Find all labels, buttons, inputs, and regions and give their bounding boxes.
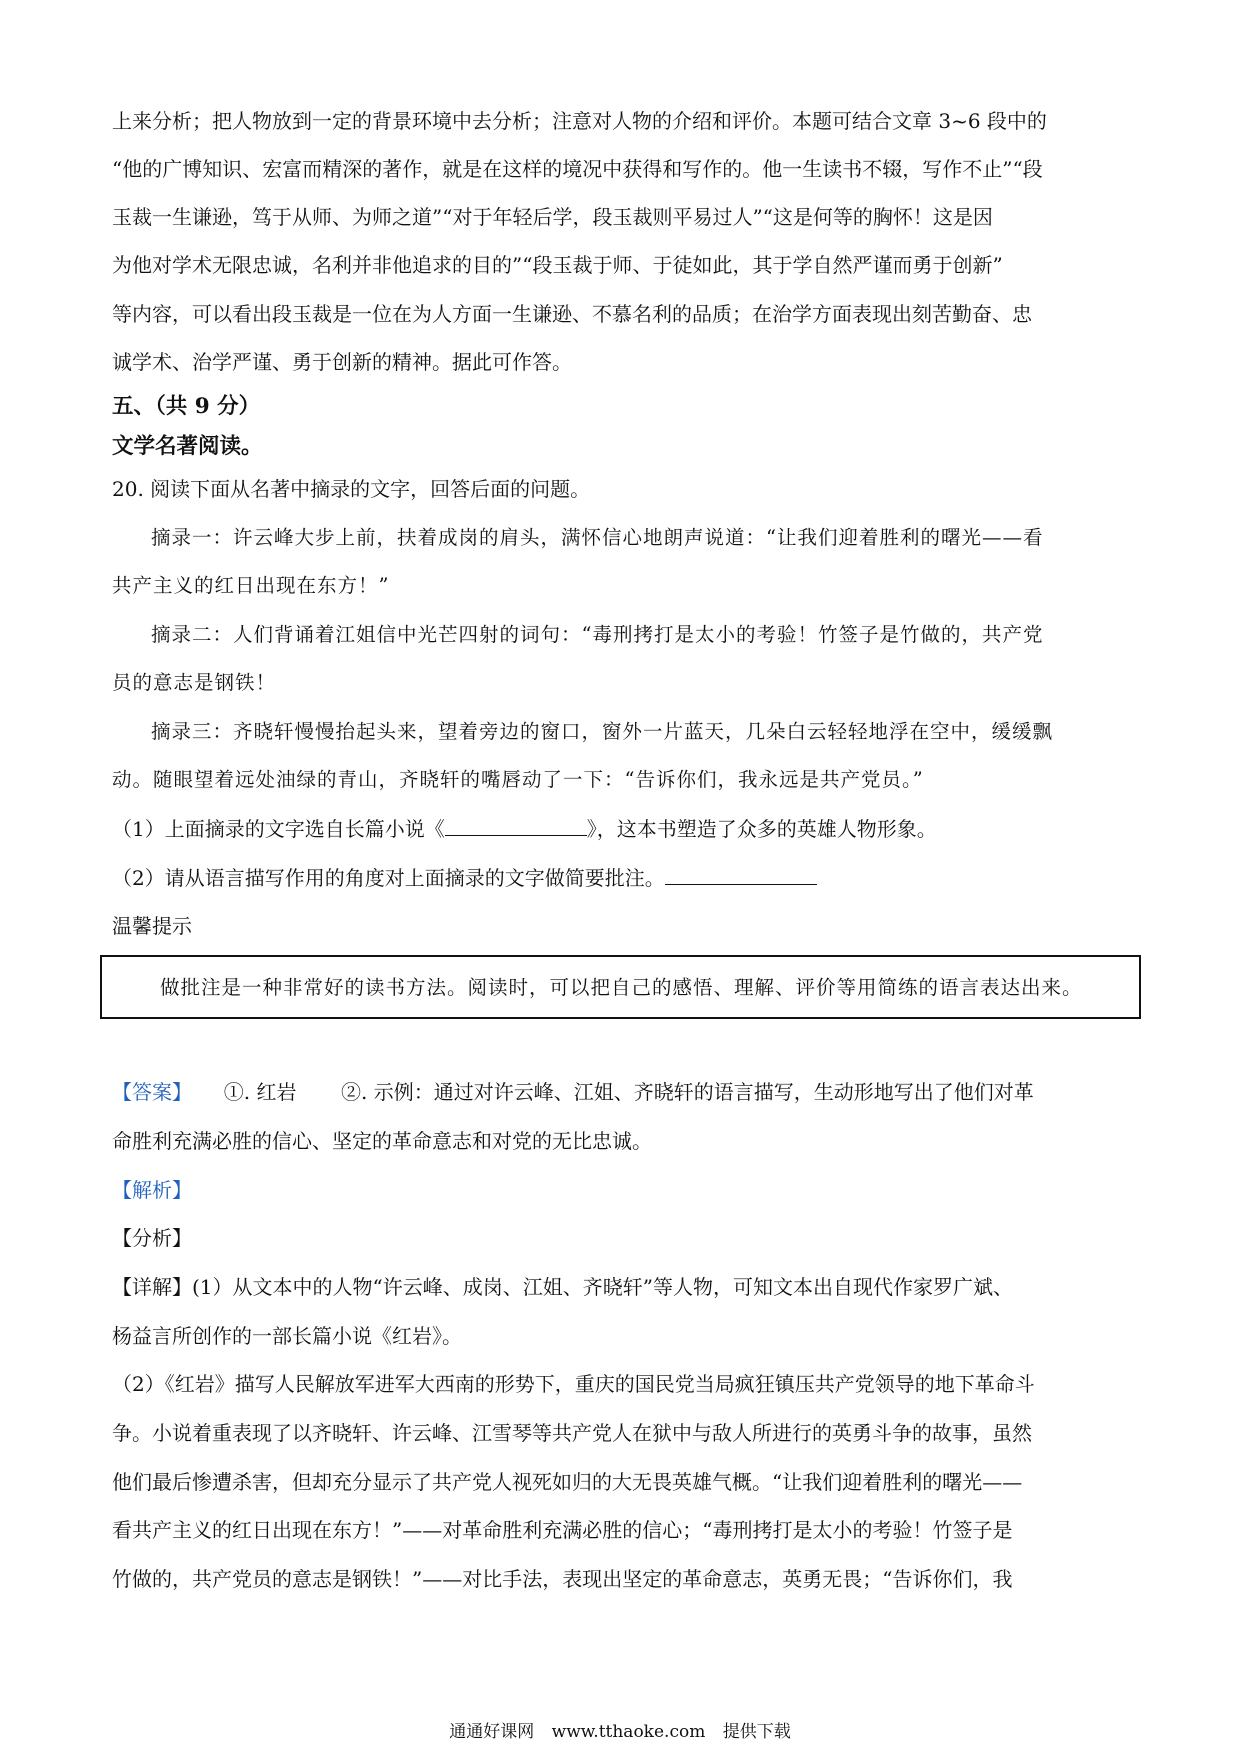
answer-2-line-2: 命胜利充满必胜的信心、坚定的革命意志和对党的无比忠诚。 [112, 1129, 652, 1153]
footer-site-name: 通通好课网 [449, 1722, 535, 1742]
detail-2-line-4: 看共产主义的红日出现在东方！”——对革命胜利充满必胜的信心；“毒刑拷打是太小的考验！竹签子是 [112, 1518, 1013, 1542]
tip-box [100, 955, 1141, 1019]
footer-site-note: 提供下载 [722, 1722, 791, 1742]
analysis-line-2: “他的广博知识、宏富而精深的著作，就是在这样的境况中获得和写作的。他一生读书不辍，写作不止”“段 [112, 157, 1043, 181]
analysis-line-5: 等内容，可以看出段玉裁是一位在为人方面一生谦逊、不慕名利的品质；在治学方面表现出刻苦勤奋、忠 [112, 302, 1032, 326]
detail-2-line-1: （2）《红岩》描写人民解放军进军大西南的形势下，重庆的国民党当局疯狂镇压共产党领导的地下革命斗 [112, 1372, 1035, 1396]
sub-question-1-prefix: （1）上面摘录的文字选自长篇小说《 [112, 817, 445, 841]
sub-question-2-text: （2）请从语言描写作用的角度对上面摘录的文字做简要批注。 [112, 866, 665, 890]
footer-site-url[interactable]: www.tthaoke.com [551, 1722, 706, 1742]
analysis-line-4: 为他对学术无限忠诚，名利并非他追求的目的”“段玉裁于师、于徒如此，其于学自然严谨而勇于创新” [112, 253, 1003, 277]
explanation-label: 【解析】 [112, 1178, 192, 1202]
excerpt-3-line-2: 动。随眼望着远处油绿的青山，齐晓轩的嘴唇动了一下：“告诉你们，我永远是共产党员。” [112, 768, 924, 791]
detail-2-line-3: 他们最后惨遭杀害，但却充分显示了共产党人视死如归的大无畏英雄气概。“让我们迎着胜利的曙光—— [112, 1470, 1023, 1494]
excerpt-1-line-1: 摘录一：许云峰大步上前，扶着成岗的肩头，满怀信心地朗声说道：“让我们迎着胜利的曙光——看 [151, 526, 1044, 549]
question-stem: 20. 阅读下面从名著中摘录的文字，回答后面的问题。 [112, 477, 591, 501]
detail-1-line-2: 杨益言所创作的一部长篇小说《红岩》。 [112, 1324, 462, 1348]
answer-2-line-1: ②. 示例：通过对许云峰、江姐、齐晓轩的语言描写，生动形地写出了他们对革 [341, 1080, 1034, 1104]
excerpt-2-line-2: 员的意志是钢铁！ [112, 671, 277, 694]
detail-2-line-5: 竹做的，共产党员的意志是钢铁！”——对比手法，表现出坚定的革命意志，英勇无畏；“告诉你们，我 [112, 1567, 1013, 1591]
analysis-label: 【分析】 [112, 1226, 192, 1250]
analysis-line-1: 上来分析；把人物放到一定的背景环境中去分析；注意对人物的介绍和评价。本题可结合文章 3~6 段中的 [112, 109, 1047, 133]
answer-blank-2 [665, 866, 817, 885]
tip-label: 温馨提示 [112, 914, 192, 938]
excerpt-2-line-1: 摘录二：人们背诵着江姐信中光芒四射的词句：“毒刑拷打是太小的考验！竹签子是竹做的，共产党 [151, 623, 1044, 646]
page-footer [0, 1720, 1240, 1744]
section-heading: 五、（共 9 分） [112, 394, 261, 419]
analysis-line-6: 诚学术、治学严谨、勇于创新的精神。据此可作答。 [112, 350, 572, 374]
detail-1-line-1: 【详解】(1）从文本中的人物“许云峰、成岗、江姐、齐晓轩”等人物，可知文本出自现代作家罗广斌、 [112, 1275, 1013, 1299]
tip-text: 做批注是一种非常好的读书方法。阅读时，可以把自己的感悟、理解、评价等用简练的语言表达出来。 [160, 976, 1083, 999]
analysis-line-3: 玉裁一生谦逊，笃于从师、为师之道”“对于年轻后学，段玉裁则平易过人”“这是何等的胸怀！这是因 [112, 205, 993, 229]
sub-question-1 [112, 805, 1132, 854]
excerpt-3-line-1: 摘录三：齐晓轩慢慢抬起头来，望着旁边的窗口，窗外一片蓝天，几朵白云轻轻地浮在空中，缓缓飘 [151, 720, 1054, 743]
excerpt-1-line-2: 共产主义的红日出现在东方！” [112, 574, 390, 597]
detail-2-line-2: 争。小说着重表现了以齐晓轩、许云峰、江雪琴等共产党人在狱中与敌人所进行的英勇斗争的故事，虽然 [112, 1421, 1032, 1445]
answer-line-1 [112, 1068, 1132, 1117]
section-subheading: 文学名著阅读。 [112, 434, 263, 459]
sub-question-1-suffix: 》，这本书塑造了众多的英雄人物形象。 [586, 817, 937, 841]
answer-blank-1 [445, 817, 587, 836]
answer-label: 【答案】 [112, 1080, 192, 1104]
answer-1: ①. 红岩 [223, 1080, 297, 1104]
sub-question-2 [112, 854, 1132, 903]
